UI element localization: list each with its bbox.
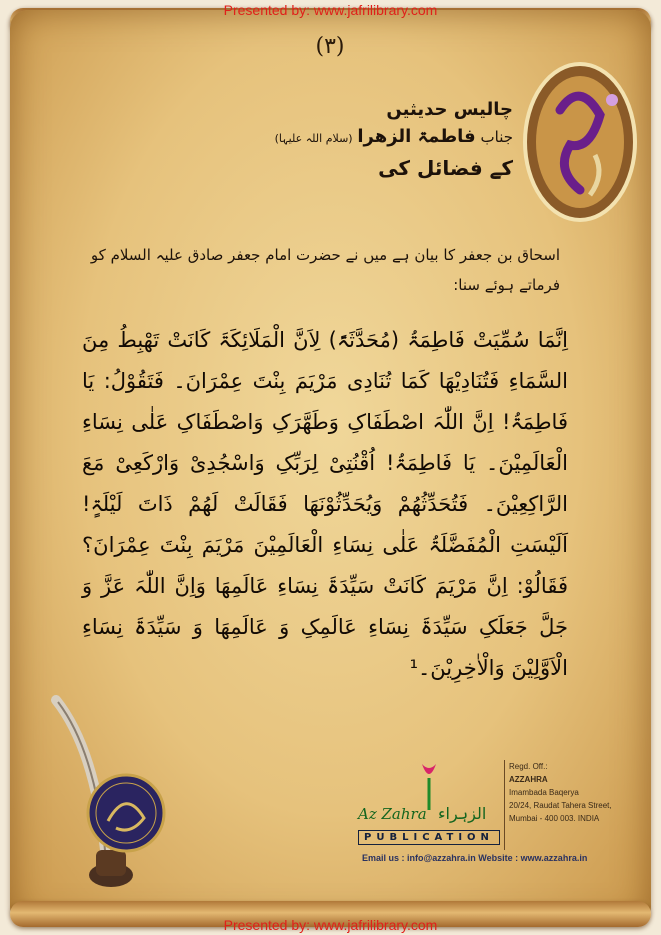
title-block bbox=[213, 96, 513, 184]
publication-label: PUBLICATION bbox=[358, 830, 500, 845]
tulip-icon bbox=[418, 760, 440, 810]
page-number: (۳) bbox=[315, 34, 345, 59]
address-line4: 20/24, Raudat Tahera Street, bbox=[509, 801, 612, 810]
address-line3: Imambada Baqerya bbox=[509, 788, 579, 797]
address-line2: AZZAHRA bbox=[509, 775, 548, 784]
watermark-bottom[interactable]: Presented by: www.jafrilibrary.com bbox=[223, 917, 438, 933]
address-line1: Regd. Off.: bbox=[509, 762, 548, 771]
publisher-address bbox=[504, 760, 639, 850]
address-line5: Mumbai - 400 003. INDIA bbox=[509, 814, 600, 823]
intro-text: اسحاق بن جعفر کا بیان ہے میں نے حضرت امام جعفر صادق علیہ السلام کو فرماتے ہوئے سنا: bbox=[90, 246, 560, 294]
title-suffix: (سلام اللہ علیہا) bbox=[274, 132, 353, 145]
title-prefix: جناب bbox=[480, 128, 513, 146]
fatima-calligraphy-logo bbox=[520, 60, 640, 225]
fatima-medallion-logo bbox=[86, 773, 166, 853]
title-line1: چالیس حدیثیں bbox=[386, 99, 513, 120]
watermark-top[interactable]: Presented by: www.jafrilibrary.com bbox=[223, 2, 438, 18]
publisher-name-en: Az Zahra bbox=[358, 805, 427, 823]
contact-info[interactable]: Email us : info@azzahra.in Website : www.azzahra.in bbox=[362, 853, 588, 863]
title-line3: کے فضائل کی bbox=[378, 156, 513, 180]
publisher-logo bbox=[358, 760, 498, 850]
hadith-text: اِنَّمَا سُمِّیَتْ فَاطِمَۃُ (مُحَدَّثَۃً) لِاَنَّ الْمَلَائِکَۃَ کَانَتْ تَھْبِطُ مِنَ السَّمَاءِ فَتُنَادِیْھَا کَمَا تُنَادِی مَرْیَمَ بِنْتَ عِمْرَانَ۔ فَتَقُوْلُ: یَا فَاطِمَۃُ! اِنَّ اللّٰہَ اصْطَفَاکِ وَطَھَّرَکِ وَاصْطَفَاکِ عَلٰی نِسَاءِ الْعَالَمِیْنَ۔ یَا فَاطِمَۃُ! اُقْنُتِیْ لِرَبِّکِ وَاسْجُدِیْ وَارْکَعِیْ مَعَ الرَّاکِعِیْنَ۔ فَتُحَدِّثُھُمْ وَیُحَدِّثُوْنَھَا فَقَالَتْ لَھُمْ ذَاتَ لَیْلَۃٍ! اَلَیْسَتِ الْمُفَضَّلَۃُ عَلٰی نِسَاءِ الْعَالَمِیْنَ مَرْیَمَ بِنْتَ عِمْرَانَ؟ فَقَالُوْ: اِنَّ مَرْیَمَ کَانَتْ سَیِّدَۃَ نِسَاءِ عَالَمِھَا وَاِنَّ اللّٰہَ عَزَّ وَ جَلَّ جَعَلَکِ سَیِّدَۃَ نِسَاءِ عَالَمِکِ وَ عَالَمِھَا وَ سَیِّدَۃَ نِسَاءِ الْاَوَّلِیْنَ وَالْاٰخِرِیْنَ۔¹ bbox=[82, 328, 568, 680]
title-line2 bbox=[213, 124, 513, 152]
publisher-name-ar: الزہراء bbox=[438, 804, 487, 823]
title-name: فاطمۃ الزھرا bbox=[357, 126, 476, 147]
